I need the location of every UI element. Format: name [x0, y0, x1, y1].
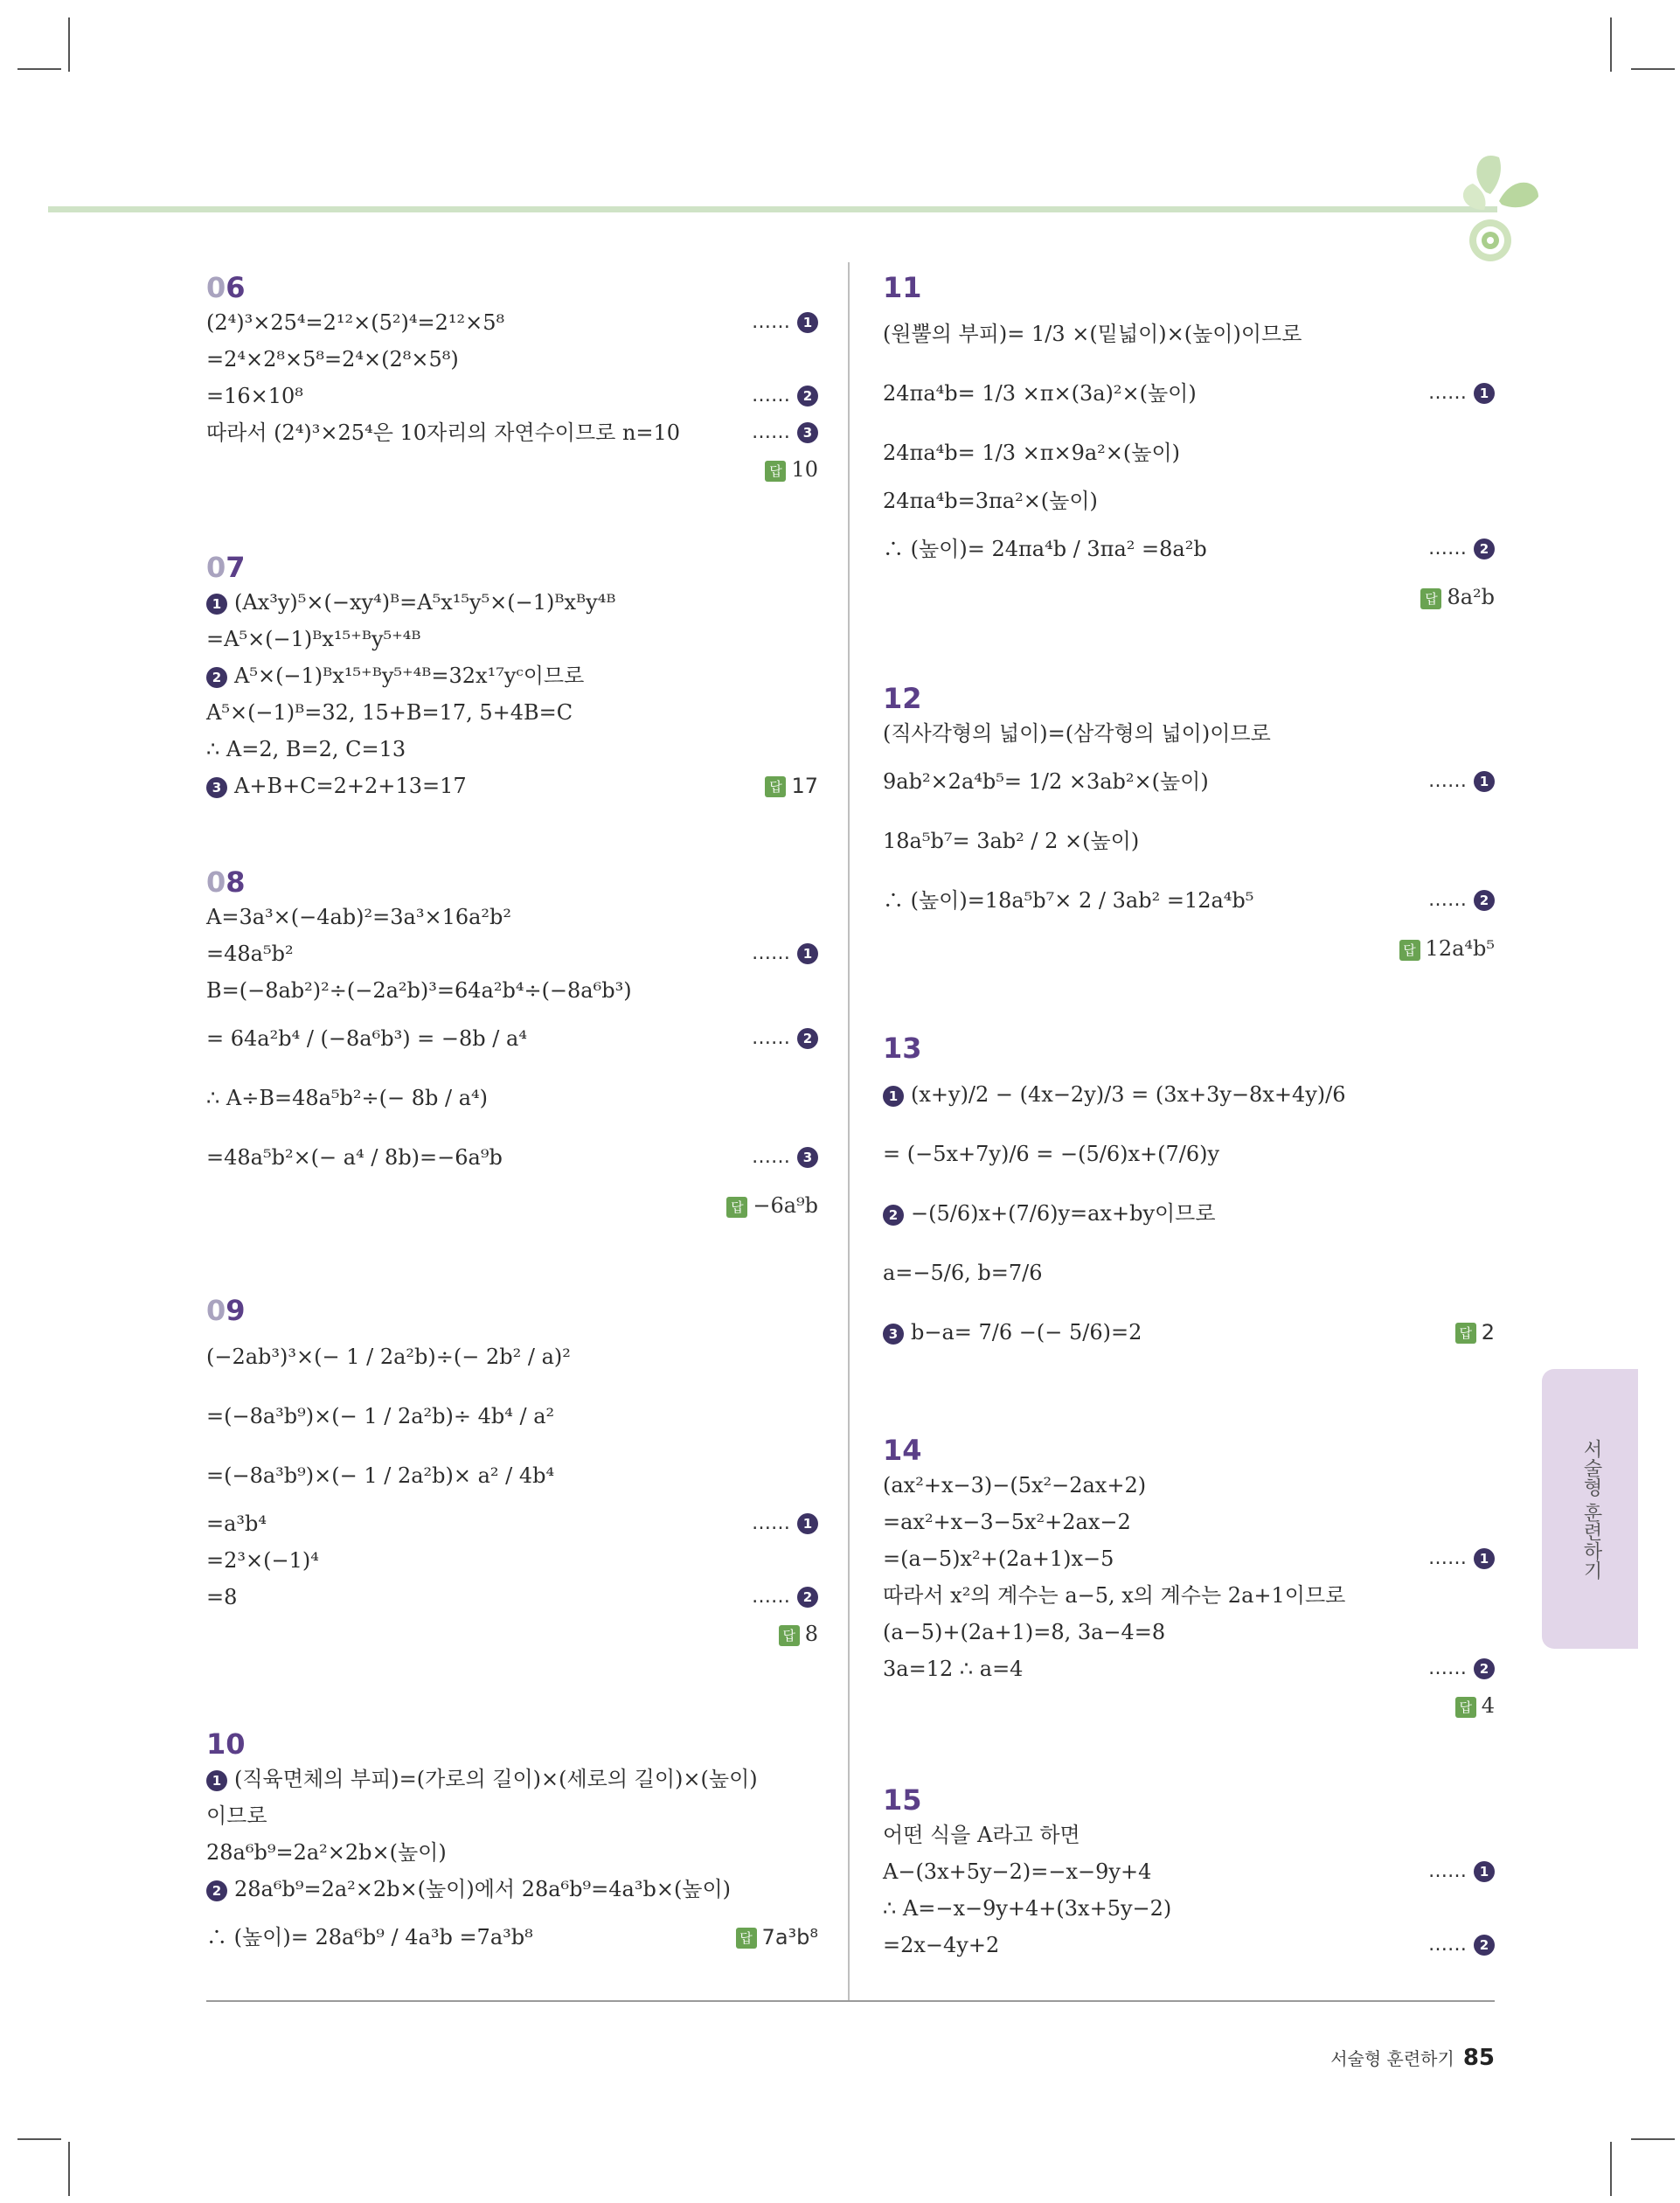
problem-number: 13	[883, 1032, 922, 1065]
solution-line: 2 28a⁶b⁹=2a²×2b×(높이)에서 28a⁶b⁹=4a³b×(높이)	[206, 1871, 818, 1908]
solution-line: (−2ab³)³×(− 1 / 2a²b)÷(− 2b² / a)²	[206, 1345, 571, 1369]
solution-line: =(a−5)x²+(2a+1)x−5 …… 1	[883, 1540, 1495, 1577]
solution-line: ∴ A=2, B=2, C=13	[206, 737, 406, 761]
crop-mark	[1610, 2142, 1612, 2196]
solution-line: ∴ A=−x−9y+4+(3x+5y−2)	[883, 1896, 1172, 1921]
solution-line: = (−5x+7y)/6 = −(5/6)x+(7/6)y	[883, 1142, 1220, 1166]
solution-line: = 64a²b⁴ / (−8a⁶b³) = −8b / a⁴ …… 2	[206, 1009, 818, 1068]
column-divider	[848, 262, 850, 2002]
solution-line: =a³b⁴ …… 1	[206, 1505, 818, 1542]
answer-line: 답 −6a⁹b	[206, 1187, 818, 1224]
solution-line: =48a⁵b²×(− a⁴ / 8b)=−6a⁹b …… 3	[206, 1128, 818, 1187]
problem-10	[206, 1727, 818, 1967]
problem-number: 15	[883, 1783, 922, 1817]
solution-line: A⁵×(−1)ᴮ=32, 15+B=17, 5+4B=C	[206, 700, 573, 725]
solution-line: ∴ (높이)= 24πa⁴b / 3πa² =8a²b …… 2	[883, 519, 1495, 579]
solution-line: =2³×(−1)⁴	[206, 1548, 319, 1573]
solution-line: =(−8a³b⁹)×(− 1 / 2a²b)÷ 4b⁴ / a²	[206, 1404, 555, 1428]
solution-line: 28a⁶b⁹=2a²×2b×(높이)	[206, 1840, 447, 1865]
problem-07	[206, 551, 818, 804]
header-rule	[48, 206, 1497, 212]
solution-line: 3a=12 ∴ a=4 …… 2	[883, 1651, 1495, 1687]
solution-line: ∴ (높이)=18a⁵b⁷× 2 / 3ab² =12a⁴b⁵ …… 2	[883, 871, 1495, 930]
solution-line: =16×10⁸ …… 2	[206, 378, 818, 414]
solution-line: A=3a³×(−4ab)²=3a³×16a²b²	[206, 905, 512, 929]
solution-line: 2 A⁵×(−1)ᴮx¹⁵⁺ᴮy⁵⁺⁴ᴮ=32x¹⁷yᶜ이므로	[206, 657, 818, 694]
solution-line: (a−5)+(2a+1)=8, 3a−4=8	[883, 1620, 1166, 1644]
footer-title: 서술형 훈련하기	[1330, 2048, 1454, 2069]
crop-mark	[68, 2142, 70, 2196]
solution-line: B=(−8ab²)²÷(−2a²b)³=64a²b⁴÷(−8a⁶b³)	[206, 978, 632, 1003]
problem-number: 12	[883, 682, 922, 715]
solution-line: 따라서 (2⁴)³×25⁴은 10자리의 자연수이므로 n=10 …… 3	[206, 414, 818, 451]
problem-number: 09	[206, 1294, 246, 1327]
solution-line: 3 b−a= 7/6 −(− 5/6)=2 답 2	[883, 1303, 1495, 1362]
solution-line: (직사각형의 넓이)=(삼각형의 넓이)이므로	[883, 721, 1271, 746]
crop-mark	[1610, 17, 1612, 72]
crop-mark	[17, 2138, 61, 2140]
solution-line: 1 (직육면체의 부피)=(가로의 길이)×(세로의 길이)×(높이)	[206, 1761, 818, 1797]
crop-mark	[1631, 68, 1675, 70]
footer-rule	[206, 2000, 1495, 2002]
problem-number: 08	[206, 865, 246, 899]
solution-line: 2 −(5/6)x+(7/6)y=ax+by이므로	[883, 1184, 1495, 1243]
side-tab-label: 서술형 훈련하기	[1580, 1438, 1602, 1580]
problem-08	[206, 865, 818, 1224]
solution-line: =48a⁵b² …… 1	[206, 935, 818, 972]
solution-line: 24πa⁴b=3πa²×(높이)	[883, 489, 1098, 513]
solution-line: =2x−4y+2 …… 2	[883, 1927, 1495, 1963]
solution-line: a=−5/6, b=7/6	[883, 1261, 1043, 1285]
answer-line: 답 8a²b	[883, 579, 1495, 615]
solution-line: 1 (Ax³y)⁵×(−xy⁴)ᴮ=A⁵x¹⁵y⁵×(−1)ᴮxᴮy⁴ᴮ	[206, 584, 818, 621]
problem-number: 14	[883, 1434, 922, 1467]
answer-line: 답 12a⁴b⁵	[883, 930, 1495, 967]
solution-line: 18a⁵b⁷= 3ab² / 2 ×(높이)	[883, 829, 1140, 853]
solution-line: A−(3x+5y−2)=−x−9y+4 …… 1	[883, 1853, 1495, 1890]
crop-mark	[1631, 2138, 1675, 2140]
problem-09	[206, 1294, 818, 1652]
solution-line: 이므로	[206, 1803, 267, 1828]
answer-line: 답 8	[206, 1616, 818, 1652]
solution-line: (ax²+x−3)−(5x²−2ax+2)	[883, 1473, 1147, 1498]
problem-12	[883, 682, 1495, 967]
solution-line: 24πa⁴b= 1/3 ×π×(3a)²×(높이) …… 1	[883, 364, 1495, 423]
solution-line: =(−8a³b⁹)×(− 1 / 2a²b)× a² / 4b⁴	[206, 1463, 555, 1488]
solution-line: =ax²+x−3−5x²+2ax−2	[883, 1510, 1131, 1534]
section-side-tab	[1542, 1369, 1638, 1649]
problem-number: 11	[883, 271, 922, 304]
crop-mark	[68, 17, 70, 72]
solution-line: 24πa⁴b= 1/3 ×π×9a²×(높이)	[883, 441, 1180, 465]
solution-line: 3 A+B+C=2+2+13=17 답 17	[206, 768, 818, 804]
crop-mark	[17, 68, 61, 70]
problem-11	[883, 271, 1495, 615]
problem-13	[883, 1032, 1495, 1362]
answer-line: 답 10	[206, 451, 818, 488]
page-footer	[1330, 2040, 1495, 2075]
problem-14	[883, 1434, 1495, 1724]
solution-line: (2⁴)³×25⁴=2¹²×(5²)⁴=2¹²×5⁸ …… 1	[206, 304, 818, 341]
solution-line: 따라서 x²의 계수는 a−5, x의 계수는 2a+1이므로	[883, 1583, 1346, 1608]
leaf-ornament-icon	[1451, 140, 1556, 271]
solution-line: =A⁵×(−1)ᴮx¹⁵⁺ᴮy⁵⁺⁴ᴮ	[206, 627, 421, 651]
problem-06	[206, 271, 818, 488]
solution-line: ∴ (높이)= 28a⁶b⁹ / 4a³b =7a³b⁸ 답 7a³b⁸	[206, 1925, 818, 1949]
problem-number: 07	[206, 551, 246, 584]
solution-line: 어떤 식을 A라고 하면	[883, 1823, 1080, 1847]
solution-line: 9ab²×2a⁴b⁵= 1/2 ×3ab²×(높이) …… 1	[883, 752, 1495, 811]
page-number: 85	[1462, 2045, 1495, 2071]
problem-number: 06	[206, 271, 246, 304]
answer-line: 답 4	[883, 1687, 1495, 1724]
solution-line: 1 (x+y)/2 − (4x−2y)/3 = (3x+3y−8x+4y)/6	[883, 1065, 1495, 1124]
problem-number: 10	[206, 1727, 246, 1761]
solution-line: ∴ A÷B=48a⁵b²÷(− 8b / a⁴)	[206, 1086, 489, 1110]
problem-15	[883, 1783, 1495, 1963]
solution-line: =2⁴×2⁸×5⁸=2⁴×(2⁸×5⁸)	[206, 347, 459, 372]
solution-line: (원뿔의 부피)= 1/3 ×(밑넓이)×(높이)이므로	[883, 322, 1302, 346]
solution-line: =8 …… 2	[206, 1579, 818, 1616]
